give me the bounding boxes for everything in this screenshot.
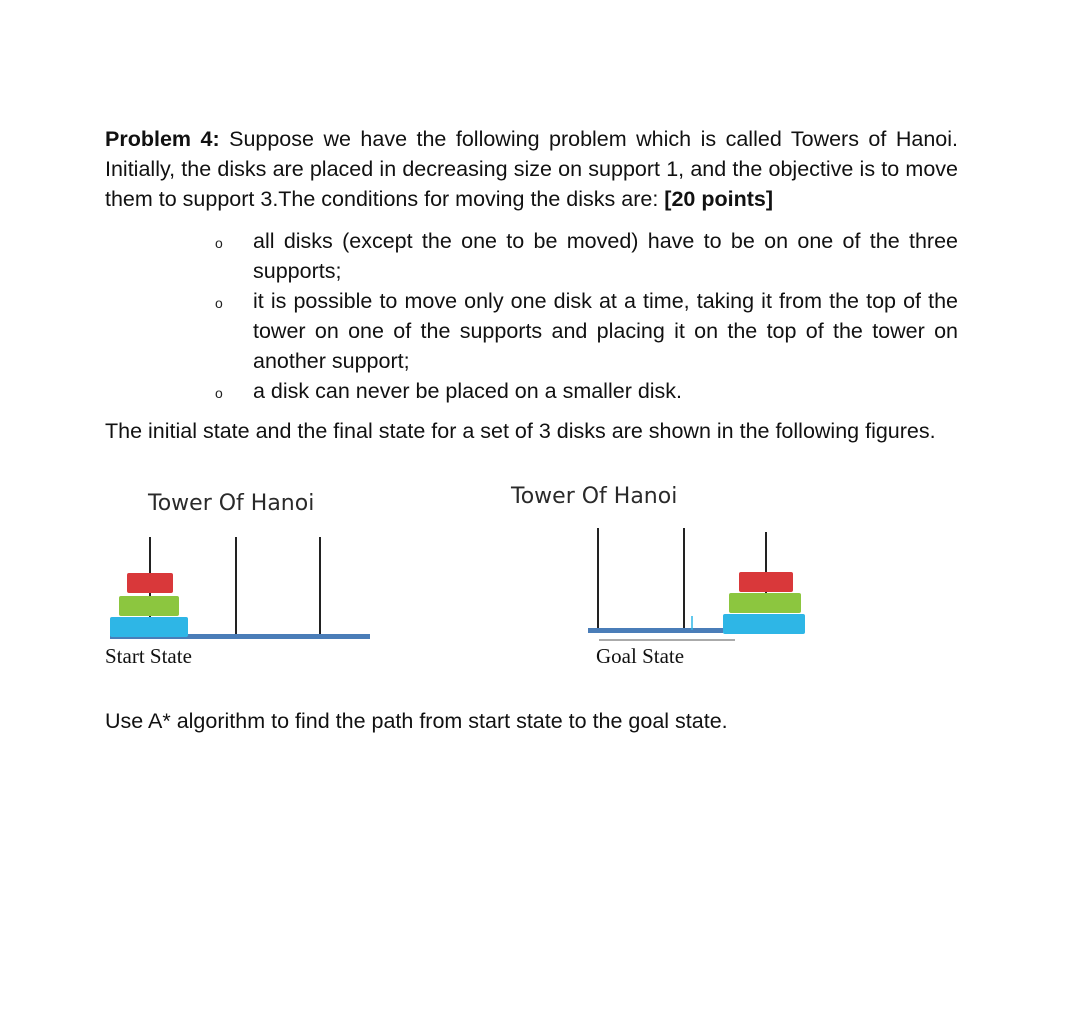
- start-state-figure: [100, 525, 380, 650]
- start-figure-title: Tower Of Hanoi: [148, 491, 315, 516]
- conditions-list: [215, 226, 958, 406]
- goal-figure-title: Tower Of Hanoi: [511, 484, 678, 509]
- base-bar: [588, 628, 723, 633]
- start-state-caption: Start State: [105, 644, 192, 668]
- task-instruction: Use A* algorithm to find the path from start state to the goal state.: [105, 709, 728, 733]
- medium-disk: [729, 593, 801, 613]
- problem-text: Suppose we have the following problem which is called Towers of Hanoi. Initially, the disks are placed in decreasing size on support 1, and the objective is to move them to support 3.The conditions for moving the disks are:: [105, 127, 958, 211]
- points-label: [20 points]: [664, 187, 773, 211]
- intro-paragraph: The initial state and the final state for a set of 3 disks are shown in the following figures.: [105, 419, 936, 443]
- list-item: [215, 226, 958, 286]
- problem-statement: [105, 124, 958, 214]
- list-item: [215, 286, 958, 376]
- list-item: [215, 376, 958, 406]
- large-disk: [110, 617, 188, 637]
- medium-disk: [119, 596, 179, 616]
- bullet-marker: o: [215, 295, 223, 311]
- condition-text: it is possible to move only one disk at a time, taking it from the top of the tower on one of the supports and placing it on the top of the tower on another support;: [253, 289, 958, 373]
- condition-text: a disk can never be placed on a smaller disk.: [253, 379, 683, 403]
- goal-state-caption: Goal State: [596, 644, 685, 668]
- small-disk: [127, 573, 173, 593]
- goal-state-figure: [583, 522, 813, 647]
- bullet-marker: o: [215, 235, 223, 251]
- problem-label: Problem 4:: [105, 127, 220, 151]
- large-disk: [723, 614, 805, 634]
- bullet-marker: o: [215, 385, 223, 401]
- small-disk: [739, 572, 793, 592]
- condition-text: all disks (except the one to be moved) have to be on one of the three supports;: [253, 229, 958, 283]
